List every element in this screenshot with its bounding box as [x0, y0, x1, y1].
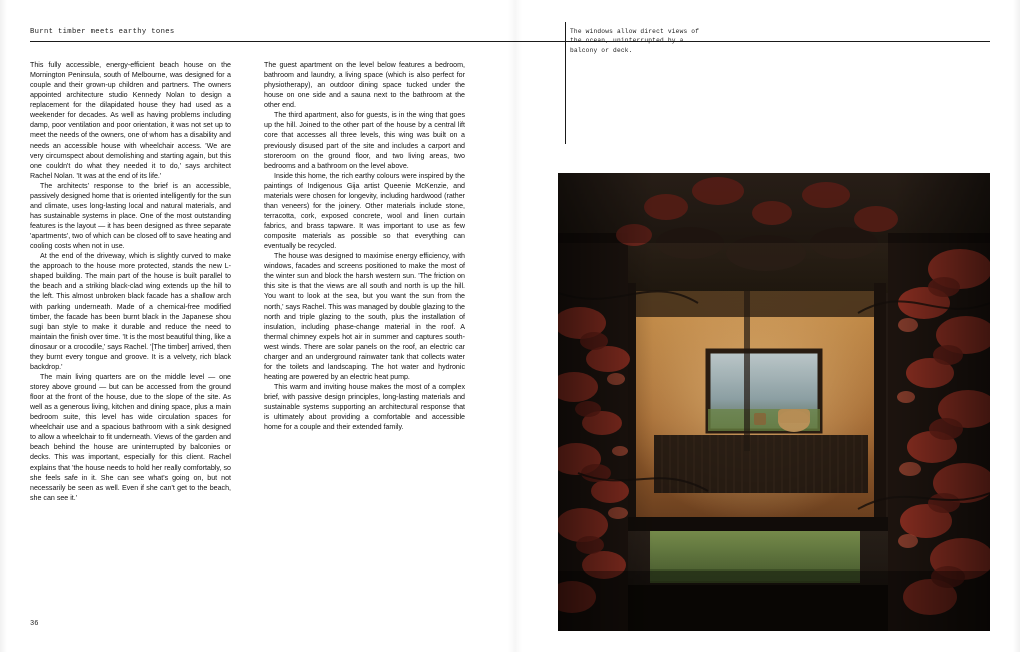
paragraph: The guest apartment on the level below features a bedroom, bathroom and laundry, a living space (which is also perfect for physiotherapy), an outdoor dining space tucked under the house on one side and a sauna next to the bathroom at the other end. — [264, 61, 465, 110]
spine-shadow — [508, 0, 522, 652]
body-column-right — [264, 60, 465, 432]
page-edge-left — [0, 0, 7, 652]
photograph-image — [558, 173, 990, 631]
page-edge-right — [1013, 0, 1020, 652]
running-head: Burnt timber meets earthy tones — [30, 28, 175, 36]
photo-caption: The windows allow direct views of the ocean, uninterrupted by a balcony or deck. — [570, 28, 700, 54]
caption-divider-rule — [565, 22, 566, 144]
paragraph: Inside this home, the rich earthy colours were inspired by the paintings of Indigenous Gija artist Queenie McKenzie, and materials were chosen for longevity, including hardwood (rather than veneers) for the joinery. Other materials include stone, terracotta, cork, exposed concrete, wool and linen curtain fabrics, and brass tapware. It was important to use as few composite materials as possible so that everything can eventually be recycled. — [264, 171, 465, 251]
page-number: 36 — [30, 620, 39, 628]
paragraph: The main living quarters are on the middle level — one storey above ground — but can be accessed from the ground floor at the front of the house, due to the slope of the site. As well as a generous living, kitchen and dining space, plus a main bedroom suite, this level has wide circulation spaces for wheelchair use and a spacious bathroom with a sink designed to allow a wheelchair to fit underneath. Views of the garden and beach behind the house are uninterrupted by balconies or decks. This was important, especially for this client. Rachel explains that 'the house needs to hold her really comfortably, so she feels safe in it. She can see what's going on, but not necessarily be seen as well. Even if she can't get to the beach, she can see it.' — [30, 372, 231, 502]
body-column-left — [30, 60, 231, 503]
paragraph: At the end of the driveway, which is slightly curved to make the approach to the house more protected, stands the new L‐shaped building. The main part of the house is built parallel to the beach and a striking black‐clad wing extends up the hill to the left. This almost unbroken black facade has a shallow arch with parking underneath. Made of a chemical‐free modified timber, the facade has been burnt black in the Japanese shou sugi ban style to make it durable and reduce the need to maintain the finish over time. 'It is the most beautiful thing, like a dinosaur or a crocodile,' says Rachel. '[The timber] arrived, then they burnt every tongue and groove. It is a velvety, rich black backdrop.' — [30, 252, 231, 371]
paragraph: The house was designed to maximise energy efficiency, with windows, facades and screens positioned to make the most of the winter sun and block the harsh western sun. 'The friction on this site is that the views are all south and north is up the hill. You want to look at the sea, but you want the sun from the north,' says Rachel. This was managed by double glazing to the north and triple glazing to the south, plus the installation of insulation, including phase‐change material in the roof. A thermal chimney expels hot air in summer and captures south‐west winds. There are solar panels on the roof, an electric car charger and an underground rainwater tank that collects water for the toilets and landscaping. The hot water and hydronic heating are powered by an electric heat pump. — [264, 252, 465, 381]
paragraph: This warm and inviting house makes the most of a complex brief, with passive design principles, long‐lasting materials and sustainable systems supporting an architectural response that is ultimately about providing a comfortable and accessible home for a couple and their extended family. — [264, 383, 465, 432]
paragraph: The third apartment, also for guests, is in the wing that goes up the hill. Joined to the other part of the house by a central lift core that accesses all three levels, this wing was built on a previously disused part of the site and includes a carport and storeroom on the ground floor, and two living areas, two bedrooms and a bathroom on the level above. — [264, 111, 465, 170]
architecture-photograph — [558, 173, 990, 631]
paragraph: This fully accessible, energy‐efficient beach house on the Mornington Peninsula, south of Melbourne, was designed for a couple and their grown‐up children and partners. The owners appointed architecture studio Kennedy Nolan to design a replacement for the dilapidated house they had used as a weekender for decades. As well as having problems including damp, poor ventilation and poor orientation, it was not set up to meet the needs of the owners, one of whom has a disability and needs an accessible house with wheelchair access. 'We are very circumspect about demolishing and starting again, but this one couldn't do what they needed it to do,' says architect Rachel Nolan. 'It was at the end of its life.' — [30, 61, 231, 180]
header-rule — [30, 41, 990, 42]
paragraph: The architects' response to the brief is an accessible, passively designed home that is oriented intelligently for the sun and climate, uses long‐lasting local and natural materials, and has sustainable systems in place. One of the most outstanding features is the layout — it has been designed as three separate 'apartments', two of which can be closed off to save heating and cooling costs when not in use. — [30, 181, 231, 251]
